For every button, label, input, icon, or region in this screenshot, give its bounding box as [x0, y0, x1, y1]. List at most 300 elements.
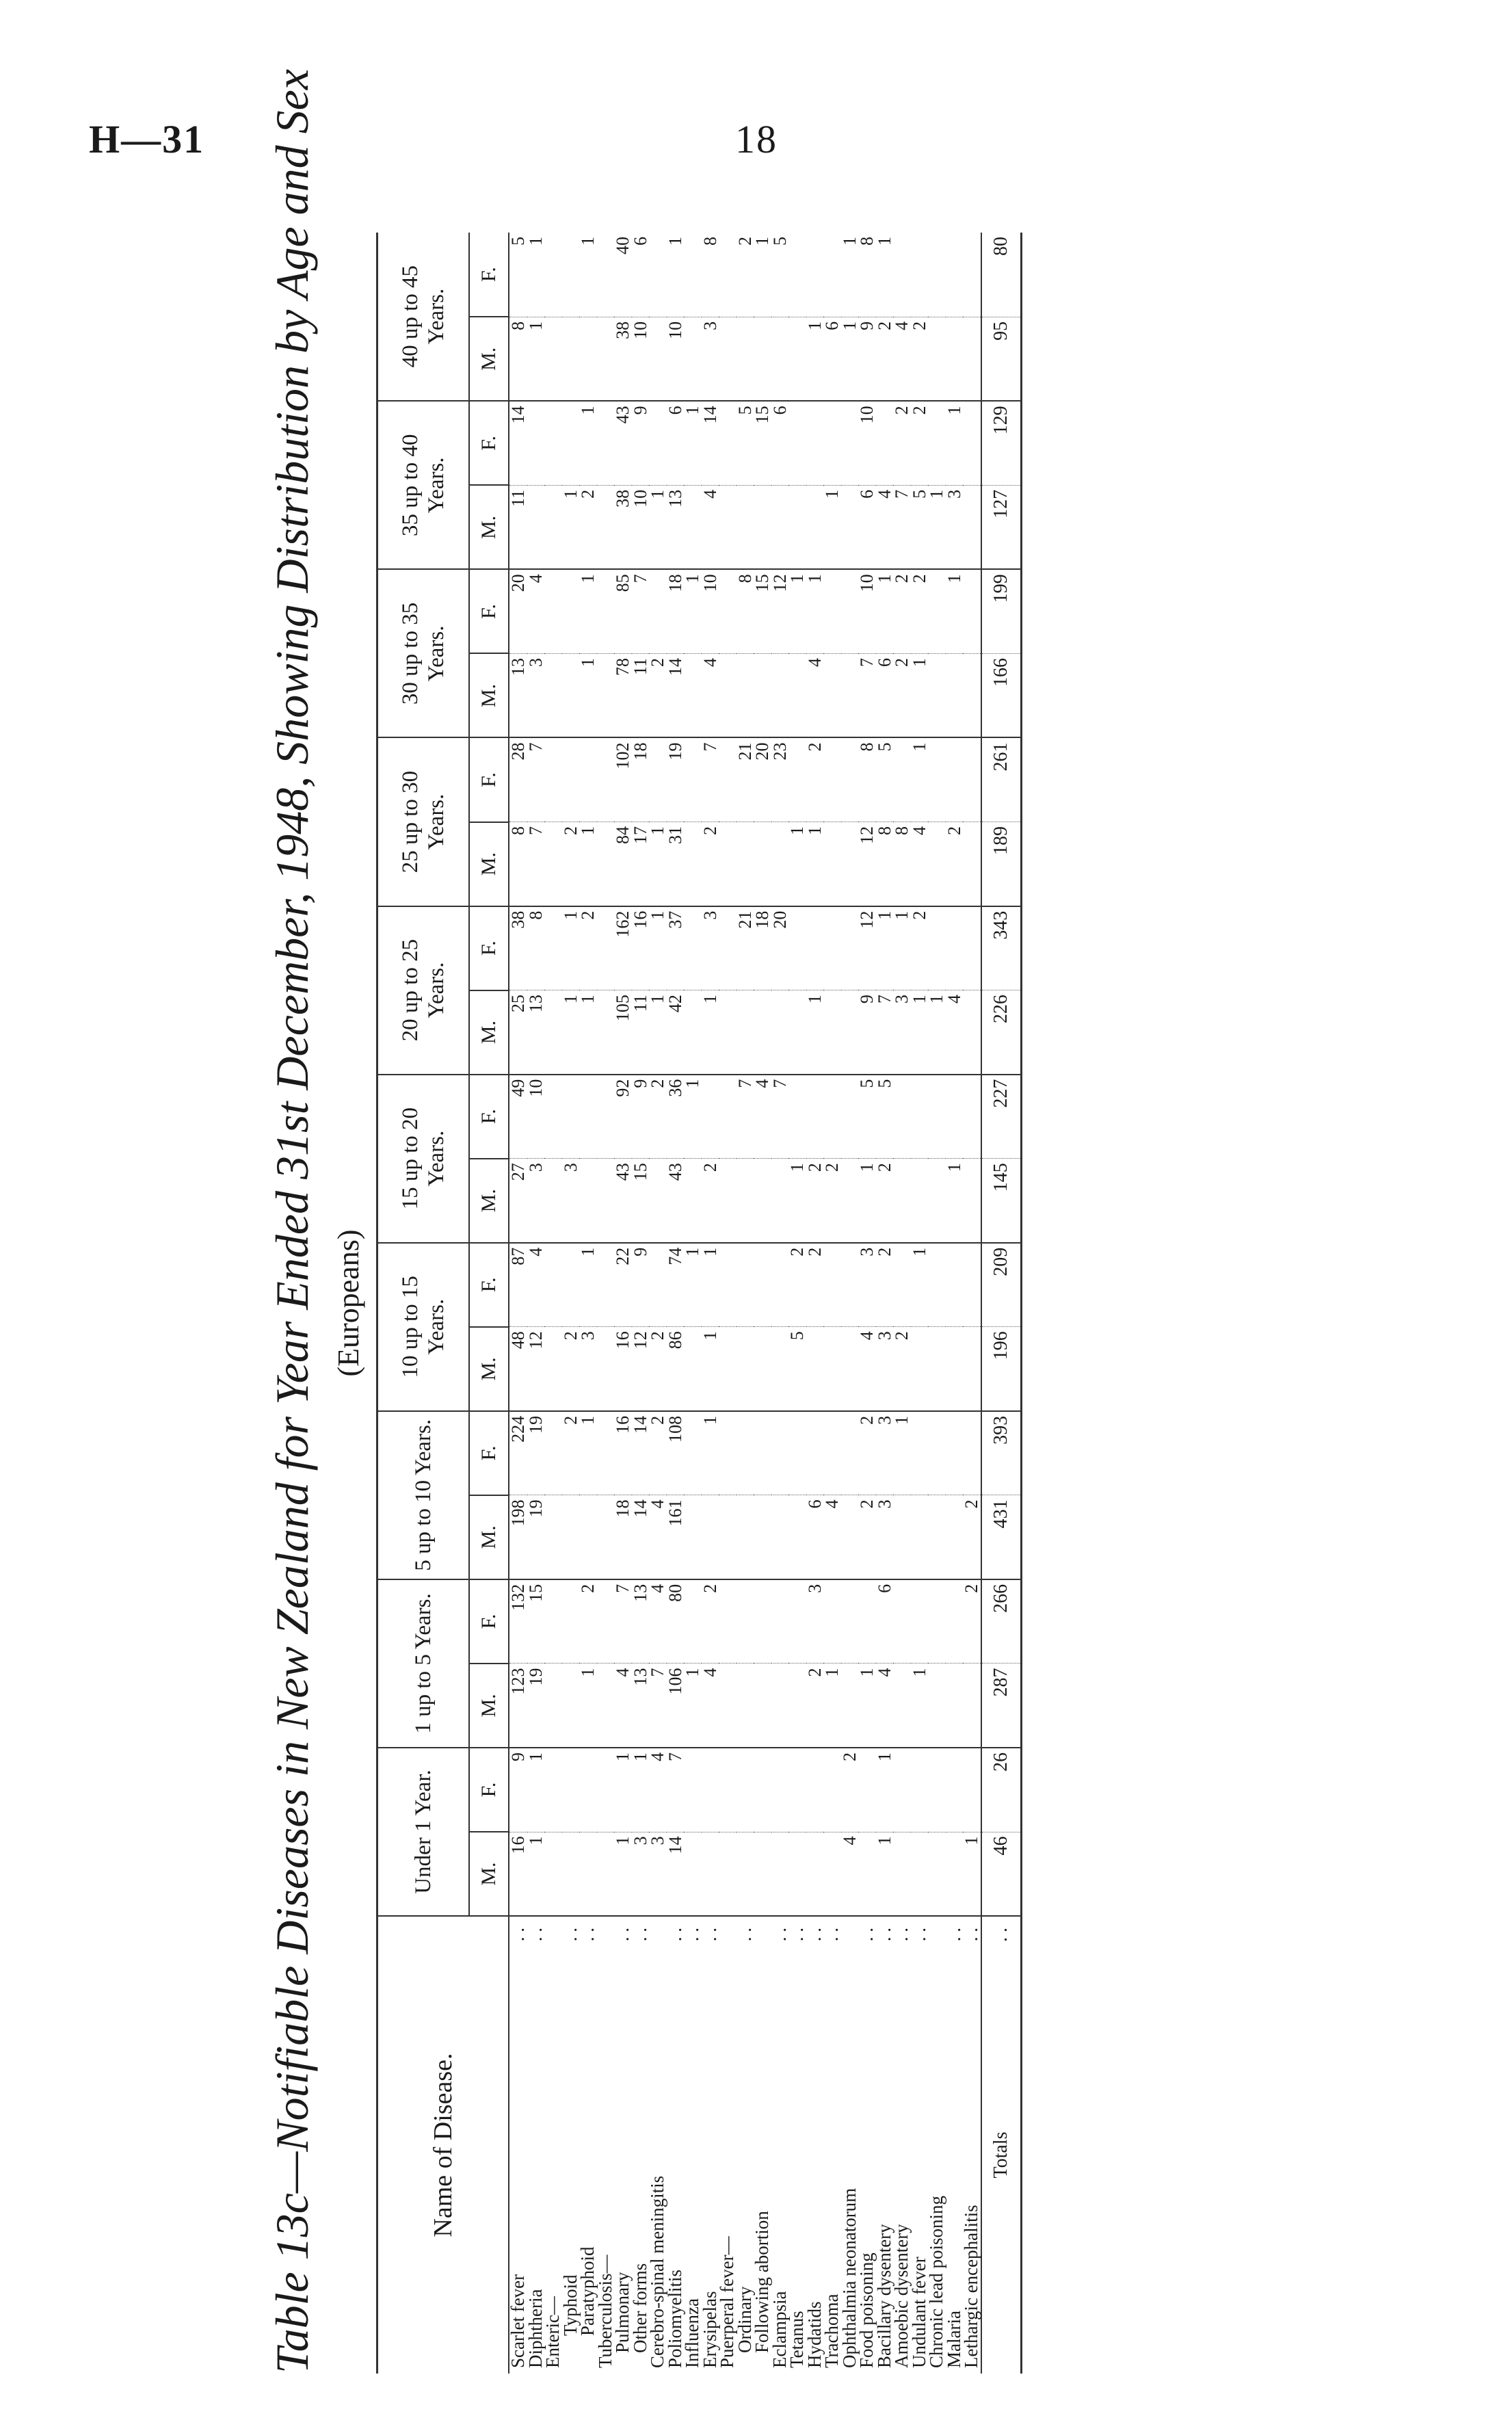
- male-count-cell: 1: [684, 1664, 702, 1748]
- female-count-cell: [893, 1579, 911, 1664]
- male-count-cell: 12: [858, 822, 876, 906]
- disease-name: Cerebro-spinal meningitis: [647, 2175, 668, 2368]
- male-count-cell: [928, 1495, 946, 1579]
- male-count-cell: 3: [632, 1832, 650, 1916]
- male-count-cell: [597, 317, 615, 401]
- female-count-cell: [841, 738, 859, 822]
- male-count-cell: 3: [946, 485, 964, 569]
- female-count-cell: [788, 738, 806, 822]
- female-count-cell: 9: [632, 1075, 650, 1159]
- female-count-cell: 1: [684, 569, 702, 653]
- female-count-cell: [928, 401, 946, 485]
- female-count-cell: 1: [911, 1243, 929, 1327]
- disease-name: Lethargic encephalitis: [961, 2205, 982, 2368]
- female-count-cell: 132: [509, 1579, 527, 1664]
- male-count-cell: 15: [632, 1159, 650, 1243]
- disease-row: [911, 233, 929, 2374]
- female-count-cell: 1: [667, 233, 685, 317]
- male-count-cell: 2: [963, 1495, 981, 1579]
- male-count-cell: 2: [562, 1327, 580, 1411]
- male-count-cell: 198: [509, 1495, 527, 1579]
- disease-name: Following abortion: [752, 2211, 773, 2353]
- female-count-cell: [737, 1411, 754, 1495]
- male-count-cell: [841, 822, 859, 906]
- male-count-cell: [702, 1495, 719, 1579]
- female-count-cell: 2: [806, 738, 824, 822]
- male-count-cell: [649, 1159, 667, 1243]
- female-count-cell: [719, 1579, 737, 1664]
- female-count-cell: [719, 1411, 737, 1495]
- male-count-cell: [806, 1832, 824, 1916]
- male-count-cell: 8: [893, 822, 911, 906]
- male-count-cell: [597, 1159, 615, 1243]
- male-count-cell: 3: [527, 653, 545, 737]
- female-count-cell: [597, 906, 615, 990]
- male-count-cell: 3: [876, 1495, 894, 1579]
- female-count-cell: [963, 1411, 981, 1495]
- female-count-cell: [754, 1748, 771, 1832]
- male-count-cell: [562, 1495, 580, 1579]
- disease-name-cell: [629, 1916, 650, 2374]
- female-count-cell: [928, 569, 946, 653]
- male-count-cell: [893, 1495, 911, 1579]
- male-count-cell: [788, 485, 806, 569]
- male-count-cell: 1: [963, 1832, 981, 1916]
- male-count-cell: 14: [632, 1495, 650, 1579]
- female-count-cell: 1: [579, 1411, 597, 1495]
- male-count-cell: 1: [823, 485, 841, 569]
- disease-row: [754, 233, 771, 2374]
- female-count-cell: 5: [858, 1075, 876, 1159]
- female-count-cell: [597, 1243, 615, 1327]
- female-count-cell: [562, 1075, 580, 1159]
- female-count-cell: 7: [614, 1579, 632, 1664]
- male-count-cell: [963, 990, 981, 1075]
- male-count-cell: 2: [562, 822, 580, 906]
- female-count-cell: [928, 738, 946, 822]
- male-count-cell: 1: [649, 990, 667, 1075]
- female-count-cell: 1: [579, 233, 597, 317]
- male-count-cell: [527, 485, 545, 569]
- male-count-cell: 226: [981, 990, 1022, 1075]
- female-count-cell: [823, 1411, 841, 1495]
- male-column-header: M.: [469, 1495, 509, 1579]
- female-count-cell: [823, 233, 841, 317]
- notifiable-diseases-table: [376, 233, 1022, 2374]
- male-count-cell: [754, 1832, 771, 1916]
- female-count-cell: 49: [509, 1075, 527, 1159]
- male-count-cell: 13: [667, 485, 685, 569]
- male-count-cell: [823, 822, 841, 906]
- disease-name-cell: [614, 1916, 632, 2374]
- male-count-cell: [928, 1832, 946, 1916]
- male-count-cell: 1: [579, 653, 597, 737]
- male-count-cell: 78: [614, 653, 632, 737]
- male-count-cell: [649, 317, 667, 401]
- male-count-cell: 12: [632, 1327, 650, 1411]
- male-count-cell: [841, 1495, 859, 1579]
- disease-name: Enteric—: [542, 2296, 563, 2368]
- age-group-header-row: [377, 233, 470, 2374]
- female-count-cell: 3: [702, 906, 719, 990]
- male-count-cell: 4: [893, 317, 911, 401]
- leader-dots: . .: [507, 1928, 529, 1942]
- male-count-cell: 1: [527, 317, 545, 401]
- male-count-cell: [737, 990, 754, 1075]
- male-count-cell: 431: [981, 1495, 1022, 1579]
- male-count-cell: 4: [702, 1664, 719, 1748]
- leader-dots: . .: [629, 1928, 650, 1942]
- female-count-cell: [841, 1411, 859, 1495]
- disease-name-header: Name of Disease.: [377, 1916, 509, 2374]
- disease-name-cell: [981, 1916, 1022, 2374]
- disease-name: Poliomyelitis: [664, 2269, 685, 2368]
- male-count-cell: 1: [702, 1327, 719, 1411]
- female-count-cell: 2: [788, 1243, 806, 1327]
- male-count-cell: 1: [858, 1159, 876, 1243]
- disease-name: Amoebic dysentery: [891, 2224, 912, 2368]
- female-count-cell: 7: [632, 569, 650, 653]
- male-count-cell: [946, 317, 964, 401]
- female-count-cell: [946, 1075, 964, 1159]
- disease-name-cell: [544, 1916, 562, 2374]
- disease-row: [632, 233, 650, 2374]
- male-count-cell: 10: [632, 317, 650, 401]
- female-count-cell: 2: [893, 401, 911, 485]
- female-column-header: F.: [469, 401, 509, 485]
- male-count-cell: [719, 990, 737, 1075]
- female-count-cell: 16: [632, 906, 650, 990]
- female-count-cell: 6: [632, 233, 650, 317]
- male-count-cell: 2: [893, 653, 911, 737]
- female-count-cell: [649, 738, 667, 822]
- male-count-cell: [737, 1495, 754, 1579]
- female-count-cell: 3: [858, 1243, 876, 1327]
- female-count-cell: 1: [579, 569, 597, 653]
- male-count-cell: 1: [911, 990, 929, 1075]
- male-count-cell: [684, 1832, 702, 1916]
- page-header-report-code: H—31: [89, 117, 205, 161]
- female-count-cell: 18: [754, 906, 771, 990]
- male-count-cell: [754, 990, 771, 1075]
- female-count-cell: 2: [963, 1579, 981, 1664]
- male-count-cell: [544, 653, 562, 737]
- male-count-cell: 43: [667, 1159, 685, 1243]
- female-count-cell: [841, 401, 859, 485]
- male-count-cell: [788, 653, 806, 737]
- disease-name-cell: [823, 1916, 841, 2374]
- male-count-cell: [754, 1495, 771, 1579]
- female-count-cell: [823, 1243, 841, 1327]
- female-count-cell: [719, 738, 737, 822]
- female-count-cell: 1: [684, 1243, 702, 1327]
- disease-row: [788, 233, 806, 2374]
- male-count-cell: 2: [911, 317, 929, 401]
- female-count-cell: [823, 1748, 841, 1832]
- female-count-cell: 15: [527, 1579, 545, 1664]
- male-count-cell: [946, 1832, 964, 1916]
- male-count-cell: 4: [823, 1495, 841, 1579]
- female-count-cell: [649, 233, 667, 317]
- male-count-cell: 95: [981, 317, 1022, 401]
- male-count-cell: [946, 1327, 964, 1411]
- female-count-cell: 92: [614, 1075, 632, 1159]
- male-count-cell: [963, 1327, 981, 1411]
- disease-name: Diphtheria: [525, 2289, 546, 2368]
- male-count-cell: 2: [858, 1495, 876, 1579]
- female-count-cell: [946, 738, 964, 822]
- female-count-cell: [946, 1748, 964, 1832]
- leader-dots: . .: [559, 1928, 581, 1942]
- male-count-cell: 6: [858, 485, 876, 569]
- female-count-cell: 18: [632, 738, 650, 822]
- disease-name-cell: [788, 1916, 806, 2374]
- female-count-cell: 2: [911, 401, 929, 485]
- male-count-cell: 7: [649, 1664, 667, 1748]
- female-count-cell: [544, 906, 562, 990]
- female-count-cell: [684, 1579, 702, 1664]
- male-count-cell: 5: [788, 1327, 806, 1411]
- disease-name: Pulmonary: [612, 2272, 633, 2353]
- disease-row: [806, 233, 824, 2374]
- female-count-cell: [963, 1748, 981, 1832]
- female-count-cell: [841, 1075, 859, 1159]
- male-count-cell: [684, 317, 702, 401]
- male-count-cell: [788, 1832, 806, 1916]
- disease-row: [963, 233, 981, 2374]
- leader-dots: . .: [856, 1928, 877, 1942]
- female-count-cell: [928, 1579, 946, 1664]
- male-count-cell: [911, 1832, 929, 1916]
- male-count-cell: [597, 1664, 615, 1748]
- male-count-cell: [841, 653, 859, 737]
- female-count-cell: [823, 906, 841, 990]
- disease-name-cell: [699, 1916, 720, 2374]
- male-count-cell: [771, 1327, 789, 1411]
- female-count-cell: [823, 569, 841, 653]
- disease-row: [527, 233, 545, 2374]
- female-count-cell: [737, 1579, 754, 1664]
- male-count-cell: 86: [667, 1327, 685, 1411]
- male-count-cell: 1: [702, 990, 719, 1075]
- male-count-cell: 3: [893, 990, 911, 1075]
- male-count-cell: 1: [823, 1664, 841, 1748]
- disease-name: Undulant fever: [908, 2257, 929, 2368]
- female-count-cell: 1: [946, 401, 964, 485]
- disease-name-cell: [559, 1916, 581, 2374]
- female-count-cell: 6: [876, 1579, 894, 1664]
- male-count-cell: 2: [579, 485, 597, 569]
- male-count-cell: 6: [823, 317, 841, 401]
- male-count-cell: 1: [649, 822, 667, 906]
- female-count-cell: 18: [667, 569, 685, 653]
- male-count-cell: [597, 653, 615, 737]
- female-count-cell: 2: [893, 569, 911, 653]
- female-count-cell: [963, 401, 981, 485]
- female-count-cell: 199: [981, 569, 1022, 653]
- female-count-cell: [754, 1243, 771, 1327]
- female-count-cell: [788, 906, 806, 990]
- male-count-cell: [719, 653, 737, 737]
- disease-name-cell: [719, 1916, 737, 2374]
- disease-row: [858, 233, 876, 2374]
- female-count-cell: [788, 233, 806, 317]
- female-count-cell: 209: [981, 1243, 1022, 1327]
- female-count-cell: 1: [893, 1411, 911, 1495]
- disease-name: Bacillary dysentery: [873, 2224, 894, 2368]
- male-count-cell: 4: [649, 1495, 667, 1579]
- male-count-cell: 4: [841, 1832, 859, 1916]
- leader-dots: . .: [821, 1928, 843, 1942]
- disease-name-cell: [928, 1916, 946, 2374]
- male-count-cell: 1: [928, 485, 946, 569]
- male-count-cell: [823, 1832, 841, 1916]
- female-count-cell: [823, 401, 841, 485]
- female-count-cell: [806, 1411, 824, 1495]
- disease-row: [562, 233, 580, 2374]
- male-count-cell: 3: [876, 1327, 894, 1411]
- leader-dots: . .: [873, 1928, 894, 1942]
- female-count-cell: [544, 1579, 562, 1664]
- disease-name-cell: [838, 1916, 860, 2374]
- disease-name-cell: [754, 1916, 771, 2374]
- disease-name: Tetanus: [786, 2311, 808, 2368]
- male-count-cell: 11: [632, 990, 650, 1075]
- female-count-cell: 1: [876, 569, 894, 653]
- female-count-cell: 1: [754, 233, 771, 317]
- female-count-cell: 3: [876, 1411, 894, 1495]
- male-count-cell: 8: [876, 822, 894, 906]
- female-count-cell: 2: [911, 569, 929, 653]
- male-count-cell: [963, 485, 981, 569]
- female-count-cell: [562, 1748, 580, 1832]
- disease-row: [614, 233, 632, 2374]
- age-group-header: 15 up to 20 Years.: [377, 1075, 470, 1243]
- male-count-cell: 1: [527, 1832, 545, 1916]
- disease-row: [771, 233, 789, 2374]
- male-column-header: M.: [469, 990, 509, 1075]
- female-count-cell: 15: [754, 569, 771, 653]
- table-head: [377, 233, 509, 2374]
- male-count-cell: 5: [911, 485, 929, 569]
- male-count-cell: 9: [858, 990, 876, 1075]
- male-count-cell: 123: [509, 1664, 527, 1748]
- female-count-cell: 22: [614, 1243, 632, 1327]
- female-count-cell: 2: [579, 1579, 597, 1664]
- male-count-cell: 2: [649, 1327, 667, 1411]
- male-count-cell: 1: [911, 653, 929, 737]
- male-count-cell: [963, 317, 981, 401]
- female-count-cell: 7: [702, 738, 719, 822]
- male-count-cell: [841, 485, 859, 569]
- disease-name: Puerperal fever—: [717, 2236, 738, 2368]
- male-count-cell: [684, 1327, 702, 1411]
- female-count-cell: 21: [737, 906, 754, 990]
- female-count-cell: 1: [684, 1075, 702, 1159]
- female-count-cell: 108: [667, 1411, 685, 1495]
- disease-name: Other forms: [629, 2263, 650, 2353]
- male-count-cell: [928, 653, 946, 737]
- female-count-cell: [684, 1748, 702, 1832]
- female-count-cell: 85: [614, 569, 632, 653]
- female-count-cell: [702, 1748, 719, 1832]
- male-count-cell: [963, 653, 981, 737]
- male-count-cell: 1: [806, 990, 824, 1075]
- male-count-cell: [737, 1327, 754, 1411]
- page-number: 18: [735, 117, 778, 161]
- age-group-header: 25 up to 30 Years.: [377, 738, 470, 906]
- female-count-cell: 1: [702, 1411, 719, 1495]
- male-count-cell: 1: [562, 990, 580, 1075]
- male-count-cell: [719, 822, 737, 906]
- male-count-cell: [771, 317, 789, 401]
- disease-row: [579, 233, 597, 2374]
- female-count-cell: 9: [632, 1243, 650, 1327]
- female-count-cell: [562, 233, 580, 317]
- female-count-cell: [597, 233, 615, 317]
- female-count-cell: 7: [667, 1748, 685, 1832]
- male-count-cell: [737, 1159, 754, 1243]
- leader-dots: . .: [786, 1928, 808, 1942]
- leader-dots: . .: [943, 1928, 964, 1942]
- male-count-cell: 7: [858, 653, 876, 737]
- female-count-cell: 1: [632, 1748, 650, 1832]
- male-count-cell: [754, 653, 771, 737]
- male-count-cell: 1: [841, 317, 859, 401]
- male-count-cell: [946, 653, 964, 737]
- male-count-cell: 4: [858, 1327, 876, 1411]
- male-count-cell: 4: [876, 1664, 894, 1748]
- female-count-cell: 20: [509, 569, 527, 653]
- disease-row: [737, 233, 754, 2374]
- female-count-cell: 16: [614, 1411, 632, 1495]
- female-count-cell: [946, 1579, 964, 1664]
- male-count-cell: [597, 990, 615, 1075]
- disease-name: Chronic lead poisoning: [926, 2196, 947, 2368]
- male-count-cell: 2: [649, 653, 667, 737]
- male-count-cell: 166: [981, 653, 1022, 737]
- male-count-cell: [754, 822, 771, 906]
- leader-dots: . .: [908, 1928, 929, 1942]
- male-count-cell: [544, 317, 562, 401]
- rotated-table-block: [260, 68, 1101, 2374]
- leader-dots: . .: [525, 1928, 546, 1942]
- male-count-cell: 38: [614, 485, 632, 569]
- male-count-cell: 2: [702, 822, 719, 906]
- male-count-cell: [928, 822, 946, 906]
- female-count-cell: [963, 569, 981, 653]
- female-count-cell: [806, 906, 824, 990]
- male-count-cell: 11: [632, 653, 650, 737]
- disease-name: Influenza: [682, 2298, 703, 2368]
- table-body: [509, 233, 1021, 2374]
- male-count-cell: [788, 317, 806, 401]
- leader-dots: . .: [699, 1928, 720, 1942]
- female-count-cell: 162: [614, 906, 632, 990]
- female-count-cell: [597, 569, 615, 653]
- female-count-cell: [823, 1579, 841, 1664]
- male-count-cell: [788, 1495, 806, 1579]
- female-count-cell: 19: [527, 1411, 545, 1495]
- female-count-cell: 38: [509, 906, 527, 990]
- male-count-cell: [771, 1832, 789, 1916]
- disease-name: Totals: [990, 2131, 1011, 2179]
- female-count-cell: [893, 1075, 911, 1159]
- male-count-cell: [737, 822, 754, 906]
- female-count-cell: [719, 906, 737, 990]
- female-count-cell: [597, 1579, 615, 1664]
- female-count-cell: [963, 1075, 981, 1159]
